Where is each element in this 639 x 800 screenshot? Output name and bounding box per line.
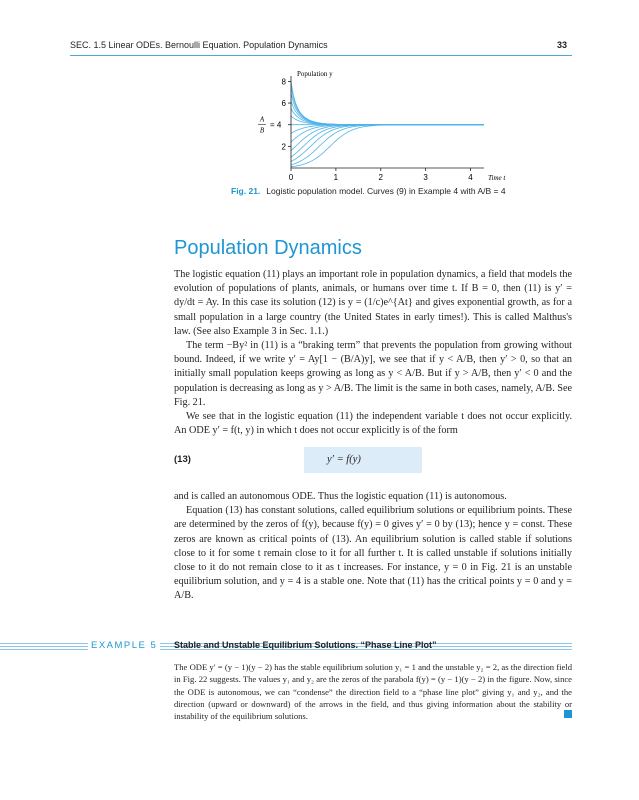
- curve-group: [291, 81, 484, 166]
- ratio-denominator: B: [259, 126, 265, 135]
- example-title: Stable and Unstable Equilibrium Solutions. “Phase Line Plot”: [174, 640, 437, 650]
- logistic-curve-4: [291, 108, 484, 124]
- section-title: Population Dynamics: [174, 237, 362, 259]
- y-tick-label-6: 6: [281, 99, 286, 109]
- example-label: EXAMPLE 5: [88, 640, 160, 651]
- logistic-curve-1: [291, 87, 484, 125]
- logistic-curve-9: [291, 125, 484, 157]
- y-tick-label-8: 8: [281, 77, 286, 87]
- paragraph-1: The logistic equation (11) plays an important role in population dynamics, a field that models the evolution of populations of plants, animals, or humans over time t. If B = 0, then (11) is y′ = dy/dt = Ay. In this case its solution (12) is y = (1/c)e^{At} and gives exponential growth, as for a small population in a large country (the United States in early times!). This is called Malthus's law. (See also Example 3 in Sec. 1.1.): [174, 269, 572, 337]
- x-tick-label-1: 1: [333, 173, 339, 182]
- logistic-curve-11: [291, 125, 484, 165]
- x-tick-label-4: 4: [468, 173, 473, 182]
- paragraph-2: The term −By² in (11) is a “braking term” that prevents the population from growing without bound. Indeed, if we write y′ = Ay[1 − (B/A)y], we see that if y < A/B, then y′ > 0, so that an initially small population keeps growing as long as y < A/B. But if y > A/B, then y′ < 0 and the population is decreasing as long as y > A/B. The limit is the same in both cases, namely, A/B. See Fig. 21.: [174, 340, 572, 408]
- ratio-numerator: A: [259, 115, 265, 124]
- paragraph-5: Equation (13) has constant solutions, called equilibrium solutions or equilibrium points. These are determined by the zeros of f(y), because f(y) = 0 gives y′ = 0 by (13); hence y = const. These zeros are known as critical points of (13). An equilibrium solution is called stable if solutions close to it for some t remain close to it for all further t. It is called unstable if solutions initially close to it do not remain close to it as t increases. For instance, y = 0 in Fig. 21 is an unstable equilibrium solution, and y = 4 is a stable one. Note that (11) has the critical points y = 0 and y = A/B.: [174, 505, 572, 602]
- ratio-equals: = 4: [270, 120, 282, 130]
- body-text-top: [174, 268, 572, 438]
- logistic-curve-0: [291, 81, 484, 124]
- running-header: SEC. 1.5 Linear ODEs. Bernoulli Equation. Population Dynamics: [70, 40, 328, 50]
- x-tick-label-2: 2: [378, 173, 383, 182]
- caption-label: Fig. 21.: [231, 186, 261, 196]
- example-text: The ODE y′ = (y − 1)(y − 2) has the stable equilibrium solution y₁ = 1 and the unstable y₂ = 2, as the direction field in Fig. 22 suggests. The values y₁ and y₂ are the zeros of the parabola f(y) = (y − 1)(y − 2) in the figure. Now, since the ODE is autonomous, we can “condense” the direction field to a “phase line plot” giving y₁ and y₂, and the direction (upward or downward) of the arrows in the field, and thus giving information about the stability or instability of the equilibrium solutions.: [174, 662, 572, 722]
- equation-text: y′ = f(y): [327, 454, 361, 465]
- figure-caption: [231, 186, 506, 196]
- x-tick-label-0: 0: [288, 173, 294, 182]
- equation-box: [304, 447, 422, 473]
- logistic-curve-3: [291, 101, 484, 125]
- logistic-curve-7: [291, 125, 484, 142]
- equation-13: [174, 454, 572, 465]
- y-axis-label: Population y: [297, 70, 333, 78]
- equation-number: (13): [174, 454, 191, 465]
- logistic-curve-10: [291, 125, 484, 162]
- x-tick-label-3: 3: [423, 173, 428, 182]
- paragraph-4: and is called an autonomous ODE. Thus the logistic equation (11) is autonomous.: [174, 491, 507, 502]
- paragraph-3: We see that in the logistic equation (11) the independent variable t does not occur explicitly. An ODE y′ = f(t, y) in which t does not occur explicitly is of the form: [174, 411, 572, 437]
- page-number: 33: [557, 40, 568, 50]
- x-axis-label: Time t: [488, 174, 506, 182]
- body-text-bottom: [174, 490, 572, 604]
- logistic-figure: [0, 0, 639, 200]
- logistic-curve-2: [291, 93, 484, 124]
- y-tick-label-2: 2: [281, 142, 286, 152]
- end-of-example-square-icon: [564, 710, 572, 718]
- caption-text: Logistic population model. Curves (9) in Example 4 with A/B = 4: [266, 186, 506, 196]
